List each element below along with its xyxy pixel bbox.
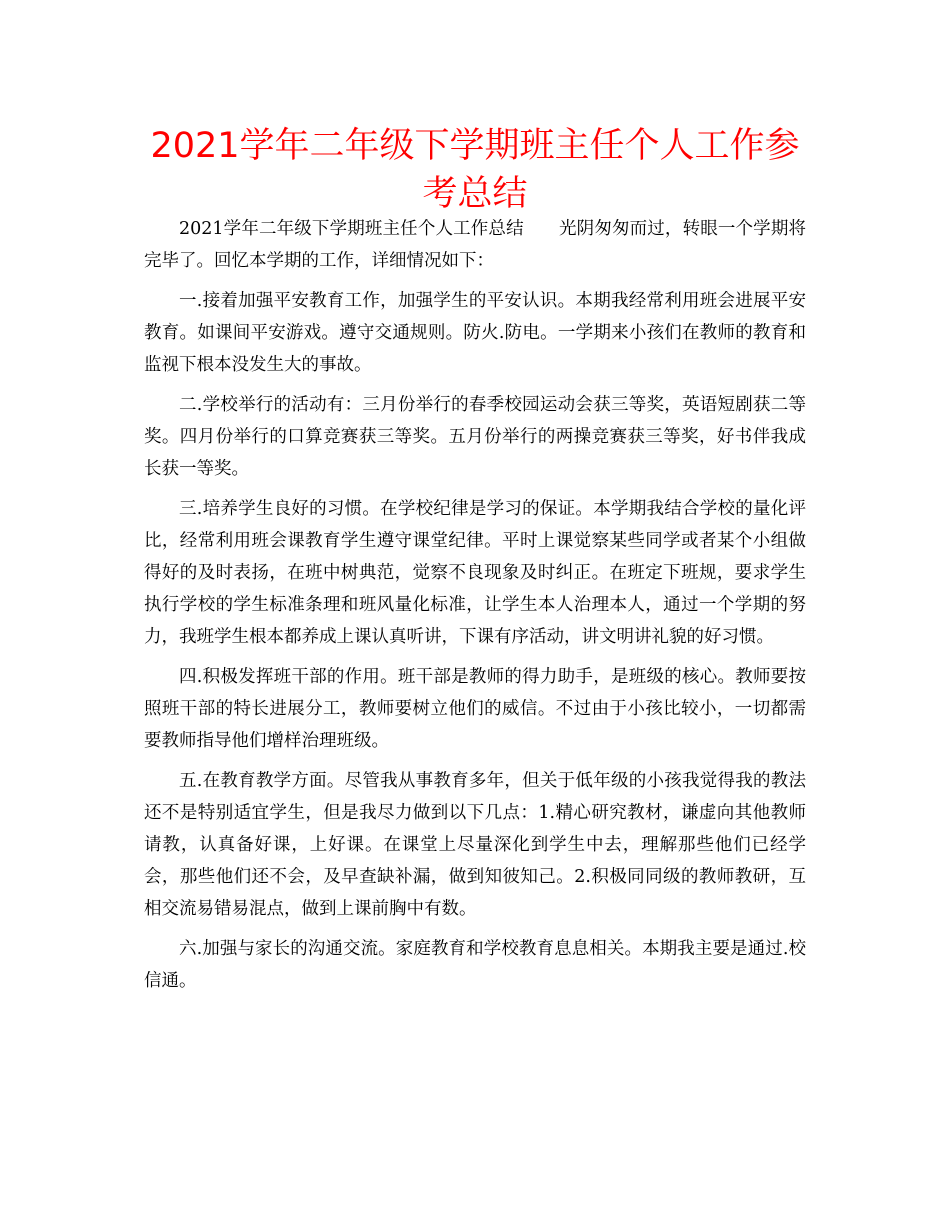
paragraph-class-cadres: 四.积极发挥班干部的作用。班干部是教师的得力助手，是班级的核心。教师要按照班干部的特长进展分工，教师要树立他们的威信。不过由于小孩比较小，一切都需要教师指导他们增样治理班级。 (144, 667, 806, 751)
paragraph-intro: 2021学年二年级下学期班主任个人工作总结 光阴匆匆而过，转眼一个学期将完毕了。回忆本学期的工作，详细情况如下： (144, 219, 806, 271)
paragraph-habits: 三.培养学生良好的习惯。在学校纪律是学习的保证。本学期我结合学校的量化评比，经常利用班会课教育学生遵守课堂纪律。平时上课觉察某些同学或者某个小组做得好的及时表扬，在班中树典范，觉察不良现象及时纠正。在班定下班规，要求学生执行学校的学生标准条理和班风量化标准，让学生本人治理本人，通过一个学期的努力，我班学生根本都养成上课认真听讲，下课有序活动，讲文明讲礼貌的好习惯。 (144, 499, 806, 647)
paragraph-parents: 六.加强与家长的沟通交流。家庭教育和学校教育息息相关。本期我主要是通过.校信通。 (144, 939, 806, 991)
document-title: 2021学年二年级下学期班主任个人工作参考总结 (150, 126, 800, 214)
paragraph-teaching: 五.在教育教学方面。尽管我从事教育多年，但关于低年级的小孩我觉得我的教法还不是特别适宜学生，但是我尽力做到以下几点：1.精心研究教材，谦虚向其他教师请教，认真备好课，上好课。在课堂上尽量深化到学生中去，理解那些他们已经学会，那些他们还不会，及早查缺补漏，做到知彼知己。2.积极同同级的教师教研，互相交流易错易混点，做到上课前胸中有数。 (144, 771, 806, 919)
document-body (144, 213, 806, 1005)
paragraph-activities: 二.学校举行的活动有：三月份举行的春季校园运动会获三等奖，英语短剧获二等奖。四月份举行的口算竞赛获三等奖。五月份举行的两操竞赛获三等奖，好书伴我成长获一等奖。 (144, 395, 806, 479)
paragraph-safety: 一.接着加强平安教育工作，加强学生的平安认识。本期我经常利用班会进展平安教育。如课间平安游戏。遵守交通规则。防火.防电。一学期来小孩们在教师的教育和监视下根本没发生大的事故。 (144, 291, 806, 375)
